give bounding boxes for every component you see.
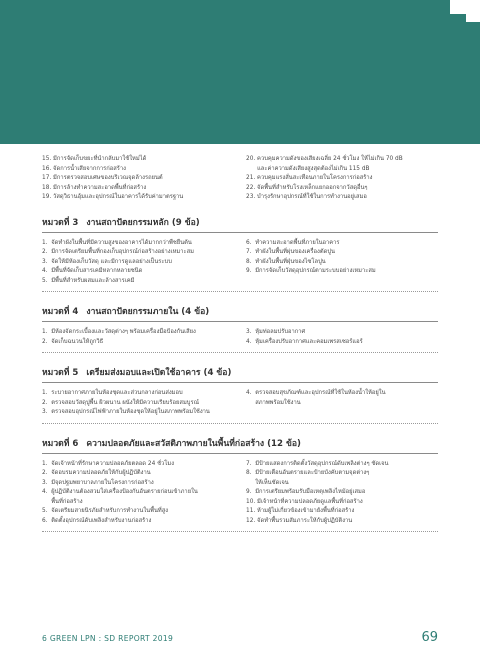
section-title: งานสถาปัตยกรรมหลัก (9 ข้อ) (86, 217, 200, 228)
list-item: 8. ทำผังในพื้นที่ฝุ่นของไซโลปูน (246, 258, 326, 265)
list-column-right (246, 328, 438, 347)
list-column-right (246, 460, 438, 527)
list-item: 7. ทำผังในพื้นที่ผุ่นของเครื่องตัดปูน (246, 249, 336, 255)
section-heading (42, 365, 438, 383)
list-column-left (42, 155, 234, 203)
section-6 (42, 436, 438, 533)
list-column-left (42, 239, 234, 287)
list-item: 6. ติดตั้งอุปกรณ์ดับเพลิงสำหรับงานก่อสร้าง (42, 517, 152, 524)
list-column-left (42, 389, 234, 418)
list-item: 11. ห้ามผู้ไม่เกี่ยวข้องเข้ามายังพื้นที่ก่อสร้าง (246, 508, 355, 514)
list-item: 1. ระบายอากาศภายในห้องชุดและส่วนกลางก่อนส่งมอบ (42, 390, 183, 396)
list-item: 5. มีพื้นที่สำหรับผสมและล้างสารเคมี (42, 277, 135, 284)
list-item: 3. ตรวจสอบอุปกรณ์ไฟฟ้าภายในห้องชุดให้อยู่ในสภาพพร้อมใช้งาน (42, 409, 210, 415)
header-banner (0, 0, 480, 144)
page-number: 69 (421, 630, 438, 645)
list-item: 4. หุ้มเครื่องปรับอากาศและคอมเพรสเซอร์แอร์ (246, 338, 363, 345)
list-item: 22. จัดพื้นที่สำหรับโรงเหล็กแยกออกจากวัสดุอื่นๆ (246, 184, 368, 191)
section-heading (42, 304, 438, 322)
list-item: 1. จัดเจ้าหน้าที่รักษาความปลอดภัยตลอด 24 ชั่วโมง (42, 460, 175, 467)
list-item: 1. จัดทำผังในพื้นที่มีความสูงของอาคารได้มากกว่าพืชยืนต้น (42, 239, 192, 246)
list-item: 8. มีป้ายเตือนอันตรายและป้ายบังคับตามจุดต่างๆ ให้เห็นชัดเจน (246, 470, 370, 486)
section-number: หมวดที่ 3 (42, 217, 79, 228)
list-item: 2. จัดเก็บฉนวนให้ถูกวิธี (42, 338, 104, 345)
page-content (42, 155, 438, 532)
list-item: 16. จัดการน้ำเสียจากการก่อสร้าง (42, 165, 127, 172)
list-item: 15. มีการจัดเก็บขยะที่นำกลับมาใช้ใหม่ได้ (42, 156, 147, 162)
list-item: 18. มีการล้างทำความสะอาดพื้นที่ก่อสร้าง (42, 184, 147, 191)
section-number: หมวดที่ 4 (42, 307, 79, 317)
list-item: 4. มีพื้นที่จัดเก็บสารเคมีหลากหลายชนิด (42, 268, 143, 274)
list-item: 12. จัดทำพื้นรวมสัมภาระให้กับผู้ปฏิบัติงาน (246, 517, 353, 524)
list-item: 17. มีการตรวจสอบเศษของบริเวณจุดล้างรถยนต์ (42, 175, 163, 181)
section-4 (42, 304, 438, 353)
list-item: 3. มีจุดปฐมพยาบาลภายในโครงการก่อสร้าง (42, 479, 154, 486)
list-column-left (42, 328, 234, 347)
list-item: 2. มีการจัดเตรียมพื้นที่กองเก็บอุปกรณ์ก่อสร้างอย่างเหมาะสม (42, 249, 194, 255)
section-title: ความปลอดภัยและสวัสดิภาพภายในพื้นที่ก่อสร้าง (12 ข้อ) (86, 438, 301, 449)
list-item: 1. มีห้องจัดกระเบื้องและวัสดุต่างๆ พร้อมเครื่องมือป้องกันเสียง (42, 329, 196, 335)
section-number: หมวดที่ 5 (42, 368, 79, 378)
section-number: หมวดที่ 6 (42, 438, 79, 449)
section-3 (42, 215, 438, 293)
section-body (42, 389, 438, 424)
section-body (42, 460, 438, 533)
list-item: 9. มีการจัดเก็บวัสดุอุปกรณ์ตามระบบอย่างเหมาะสม (246, 268, 376, 274)
list-item: 9. มีการเตรียมพร้อมรับมือเหตุเพลิงไหม้อยู่เสมอ (246, 489, 366, 495)
list-item: 23. บำรุงรักษาอุปกรณ์ที่ใช้ในการทำงานอยู่เสมอ (246, 194, 367, 200)
section-body (42, 239, 438, 293)
list-item: 10. มีเจ้าหน้าที่ความปลอดภัยดูแลพื้นที่ก่อสร้าง (246, 498, 363, 505)
list-item: 3. จัดให้มีห้องเก็บวัสดุ และมีการดูแลอย่างเป็นระบบ (42, 258, 172, 265)
list-column-right (246, 155, 438, 203)
list-item: 4. ผู้ปฏิบัติงานต้องสวมใส่เครื่องป้องกันอันตรายก่อนเข้าภายใน พื้นที่ก่อสร้าง (42, 489, 198, 505)
list-item: 2. ตรวจสอบวัสดุปูพื้น ผิวผนาน ผนังให้มีความเรียบร้อยสมบูรณ์ (42, 399, 199, 406)
section-heading (42, 215, 438, 233)
list-item: 4. ตรวจสอบสุขภัณฑ์และอุปกรณ์ที่ใช้ในห้องน้ำให้อยู่ใน สภาพพร้อมใช้งาน (246, 390, 386, 406)
list-item: 2. จัดอบรมความปลอดภัยให้กับผู้ปฏิบัติงาน (42, 470, 151, 476)
list-column-right (246, 389, 438, 418)
section-title: งานสถาปัตยกรรมภายใน (4 ข้อ) (86, 307, 210, 317)
list-item: 19. วัสดุวิธานอุ้มและอุปกรณ์ในอาคารได้รับค่ามาตรฐาน (42, 194, 184, 200)
list-item: 21. ควบคุมแรงสั่นสะเทือนภายในโครงการก่อสร้าง (246, 175, 373, 181)
section-title: เตรียมส่งมอบและเปิดใช้อาคาร (4 ข้อ) (86, 368, 232, 378)
list-column-left (42, 460, 234, 527)
report-title: 6 GREEN LPN : SD REPORT 2019 (42, 634, 174, 643)
list-column-right (246, 239, 438, 287)
list-item: 6. ทำความสะอาดพื้นที่ภายในอาคาร (246, 239, 340, 246)
list-item: 3. หุ้มท่อลมปรับอากาศ (246, 329, 306, 335)
corner-notch-step (466, 14, 480, 22)
continued-list (42, 155, 438, 203)
section-body (42, 328, 438, 353)
page-footer (42, 630, 438, 645)
list-item: 5. จัดเตรียมสายนิรภัยสำหรับการทำงานในพื้นที่สูง (42, 508, 169, 514)
section-heading (42, 436, 438, 454)
list-item: 20. ควบคุมความดังของเสียงเฉลี่ย 24 ชั่วโมง ให้ไม่เกิน 70 dB และค่าความดังเสียงสูงสุดต้องไม่เกิน 115 dB (246, 156, 403, 172)
corner-notch (450, 0, 480, 14)
section-5 (42, 365, 438, 424)
list-item: 7. มีป้ายแสดงการติดตั้งวัสดุอุปกรณ์ดับเพลิงต่างๆ ชัดเจน (246, 460, 389, 467)
